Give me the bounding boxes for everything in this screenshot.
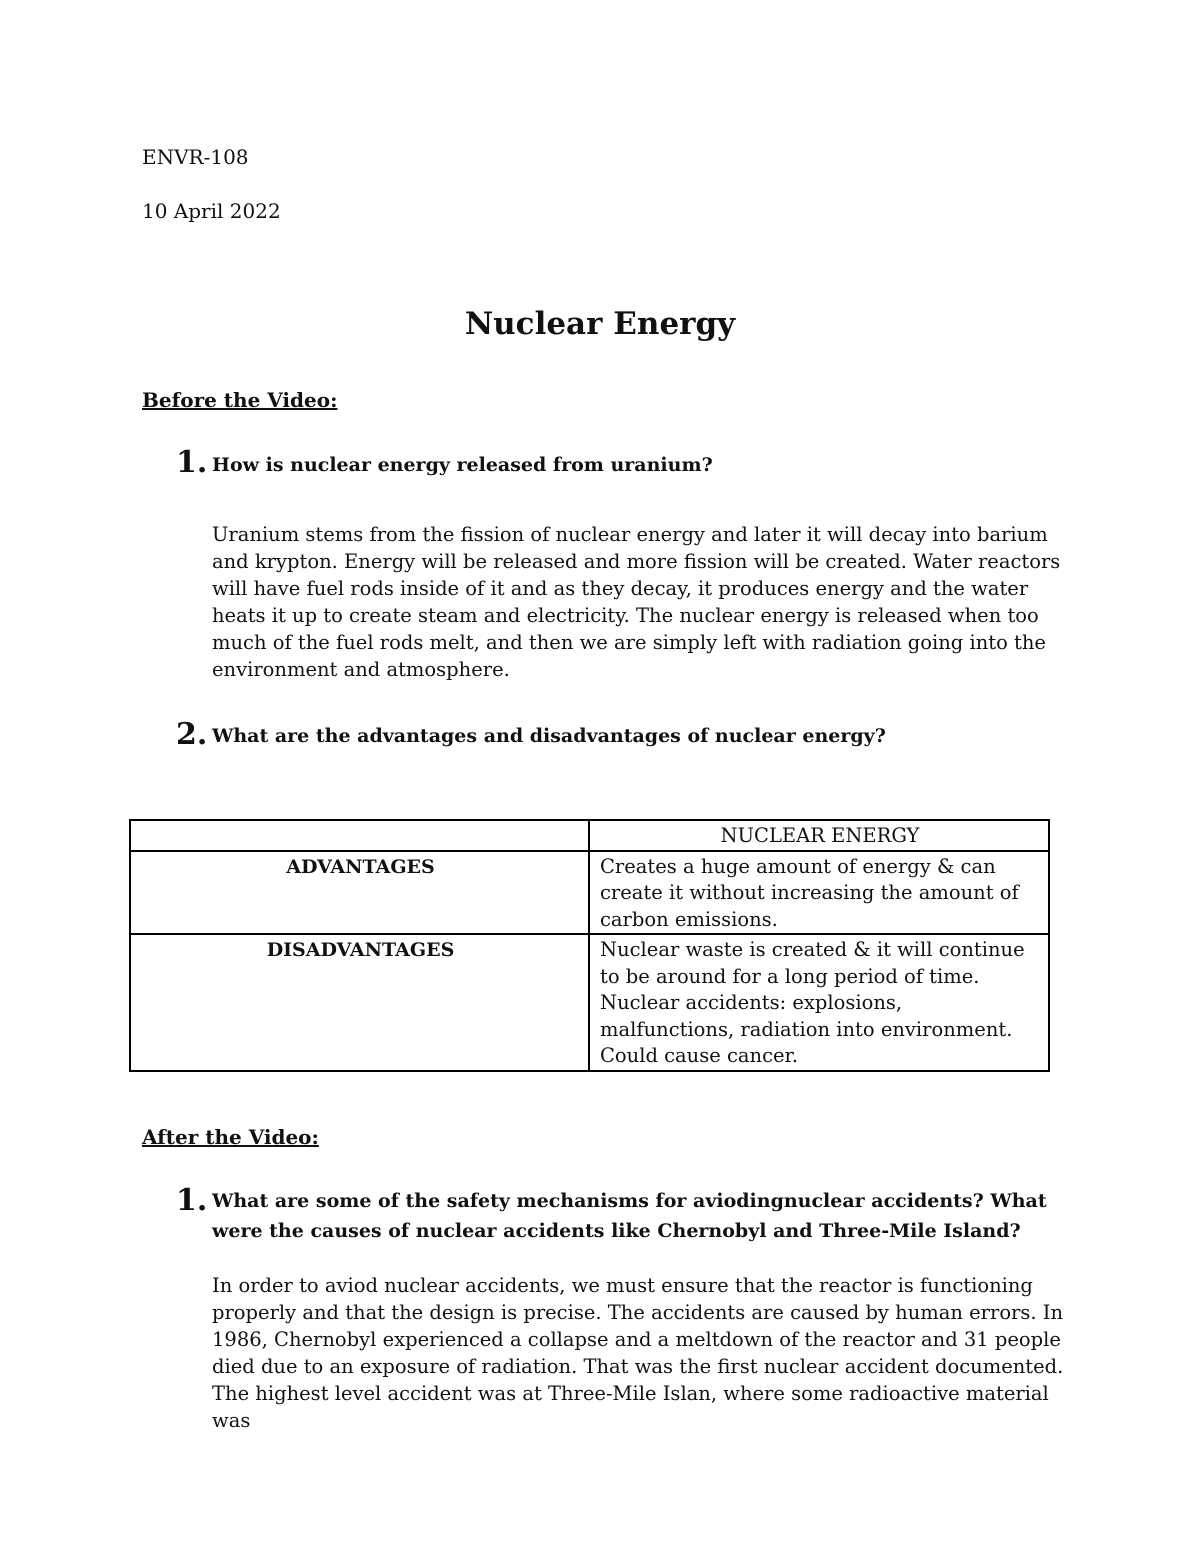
course-code: ENVR-108 [142, 145, 249, 169]
after-question-1-answer: In order to aviod nuclear accidents, we must ensure that the reactor is functioning properly and that the design is precise. The accidents are caused by human errors. In 1986, Chernobyl experienced a collapse and a meltdown of the reactor and 31 people died due to an exposure of radiation. That was the first nuclear accident documented. The highest level accident was at Three-Mile Islan, where some radioactive material was [212, 1274, 1064, 1432]
page-title: Nuclear Energy [464, 306, 736, 342]
table-row [130, 851, 1049, 935]
before-question-1-number: 1. [176, 445, 208, 480]
disadvantages-value: Nuclear waste is created & it will continue to be around for a long period of time. Nuclear accidents: explosions, malfunctions, radiation into environment. Could cause cancer. [589, 934, 1049, 1071]
document-date: 10 April 2022 [142, 199, 281, 223]
after-question-1-number: 1. [176, 1183, 208, 1218]
before-question-1-answer: Uranium stems from the fission of nuclear energy and later it will decay into barium and krypton. Energy will be released and more fission will be created. Water reactors will have fuel rods inside of it and as they decay, it produces energy and the water heats it up to create steam and electricity. The nuclear energy is released when too much of the fuel rods melt, and then we are simply left with radiation going into the environment and atmosphere. [212, 523, 1061, 681]
before-question-2-text: What are the advantages and disadvantages of nuclear energy? [212, 725, 886, 747]
advantages-label: ADVANTAGES [130, 851, 589, 935]
before-question-2-number: 2. [176, 717, 208, 752]
before-question-1-text: How is nuclear energy released from uranium? [212, 454, 713, 476]
after-video-heading: After the Video: [142, 1125, 319, 1149]
disadvantages-label: DISADVANTAGES [130, 934, 589, 1071]
table-header-row [130, 820, 1049, 851]
table-header-nuclear-energy: NUCLEAR ENERGY [589, 820, 1049, 851]
table-row [130, 934, 1049, 1071]
table-header-empty-cell [130, 820, 589, 851]
after-question-1-text: What are some of the safety mechanisms for aviodingnuclear accidents? What were the causes of nuclear accidents like Chernobyl and Three-Mile Island? [212, 1190, 1047, 1242]
nuclear-energy-table [129, 819, 1050, 1072]
before-video-heading: Before the Video: [142, 388, 338, 412]
advantages-value: Creates a huge amount of energy & can create it without increasing the amount of carbon emissions. [589, 851, 1049, 935]
